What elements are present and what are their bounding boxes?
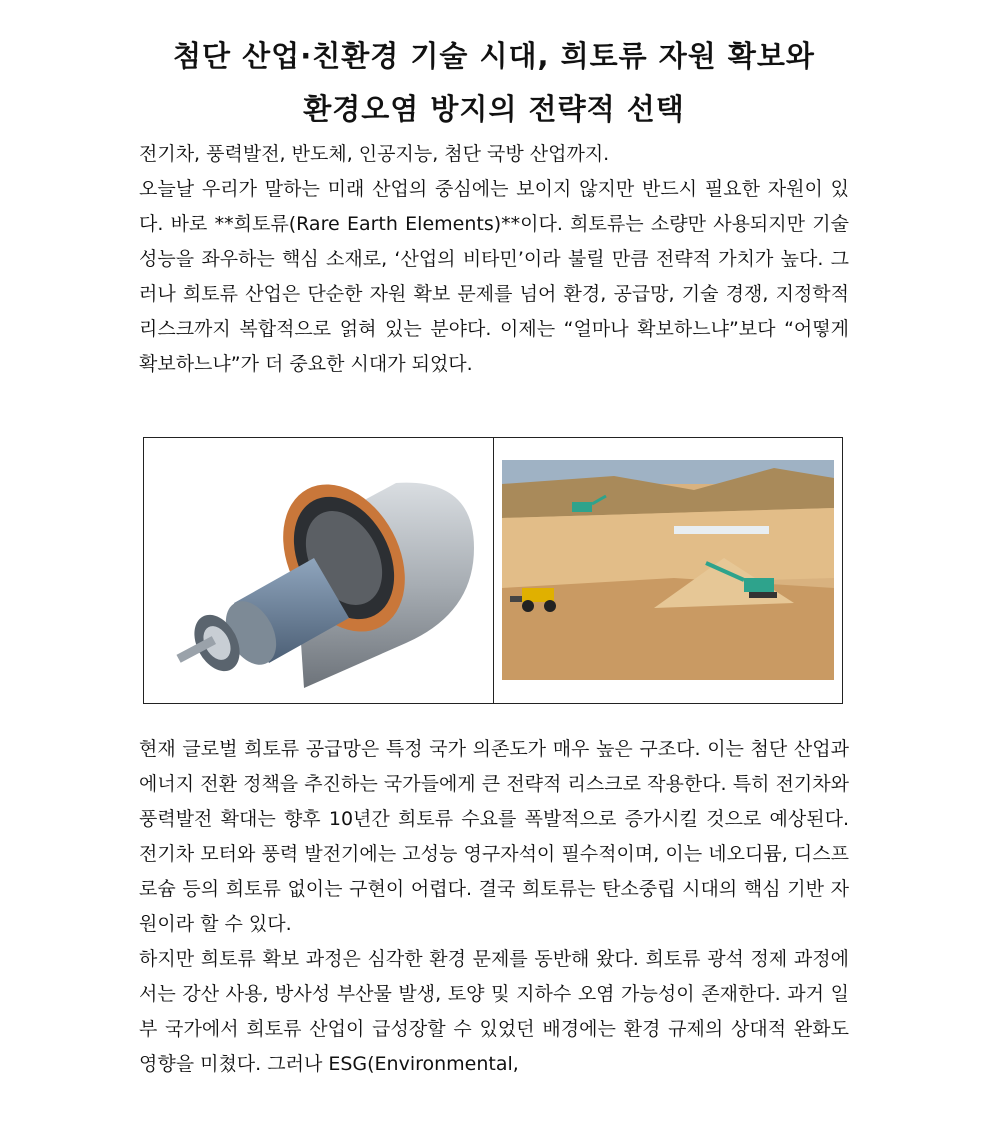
page-title-line-2: 환경오염 방지의 전략적 선택	[303, 92, 685, 126]
intro-paragraph-1: 전기차, 풍력발전, 반도체, 인공지능, 첨단 국방 산업까지.	[139, 143, 610, 165]
intro-text	[139, 137, 849, 382]
main-text	[139, 732, 849, 1082]
main-paragraph-2: 하지만 희토류 확보 과정은 심각한 환경 문제를 동반해 왔다. 희토류 광석 정제 과정에서는 강산 사용, 방사성 부산물 발생, 토양 및 지하수 오염 가능성이 존재한다. 과거 일부 국가에서 희토류 산업이 급성장할 수 있었던 배경에는 환경 규제의 상대적 완화도 영향을 미쳤다. 그러나 ESG(Environmental,	[139, 948, 849, 1075]
motor-image	[144, 438, 494, 703]
main-paragraph-1: 현재 글로벌 희토류 공급망은 특정 국가 의존도가 매우 높은 구조다. 이는 첨단 산업과 에너지 전환 정책을 추진하는 국가들에게 큰 전략적 리스크로 작용한다. 특히 전기차와 풍력발전 확대는 향후 10년간 희토류 수요를 폭발적으로 증가시킬 것으로 예상된다. 전기차 모터와 풍력 발전기에는 고성능 영구자석이 필수적이며, 이는 네오디뮴, 디스프로슘 등의 희토류 없이는 구현이 어렵다. 결국 희토류는 탄소중립 시대의 핵심 기반 자원이라 할 수 있다.	[139, 738, 849, 935]
page-title-line-1: 첨단 산업·친환경 기술 시대, 희토류 자원 확보와	[173, 39, 815, 73]
intro-paragraph-2: 오늘날 우리가 말하는 미래 산업의 중심에는 보이지 않지만 반드시 필요한 자원이 있다. 바로 **희토류(Rare Earth Elements)**이다. 희토류는 소량만 사용되지만 기술 성능을 좌우하는 핵심 소재로, ‘산업의 비타민’이라 불릴 만큼 전략적 가치가 높다. 그러나 희토류 산업은 단순한 자원 확보 문제를 넘어 환경, 공급망, 기술 경쟁, 지정학적 리스크까지 복합적으로 얽혀 있는 분야다. 이제는 “얼마나 확보하느냐”보다 “어떻게 확보하느냐”가 더 중요한 시대가 되었다.	[139, 178, 849, 375]
mine-image	[494, 438, 843, 703]
image-figure	[143, 437, 843, 704]
